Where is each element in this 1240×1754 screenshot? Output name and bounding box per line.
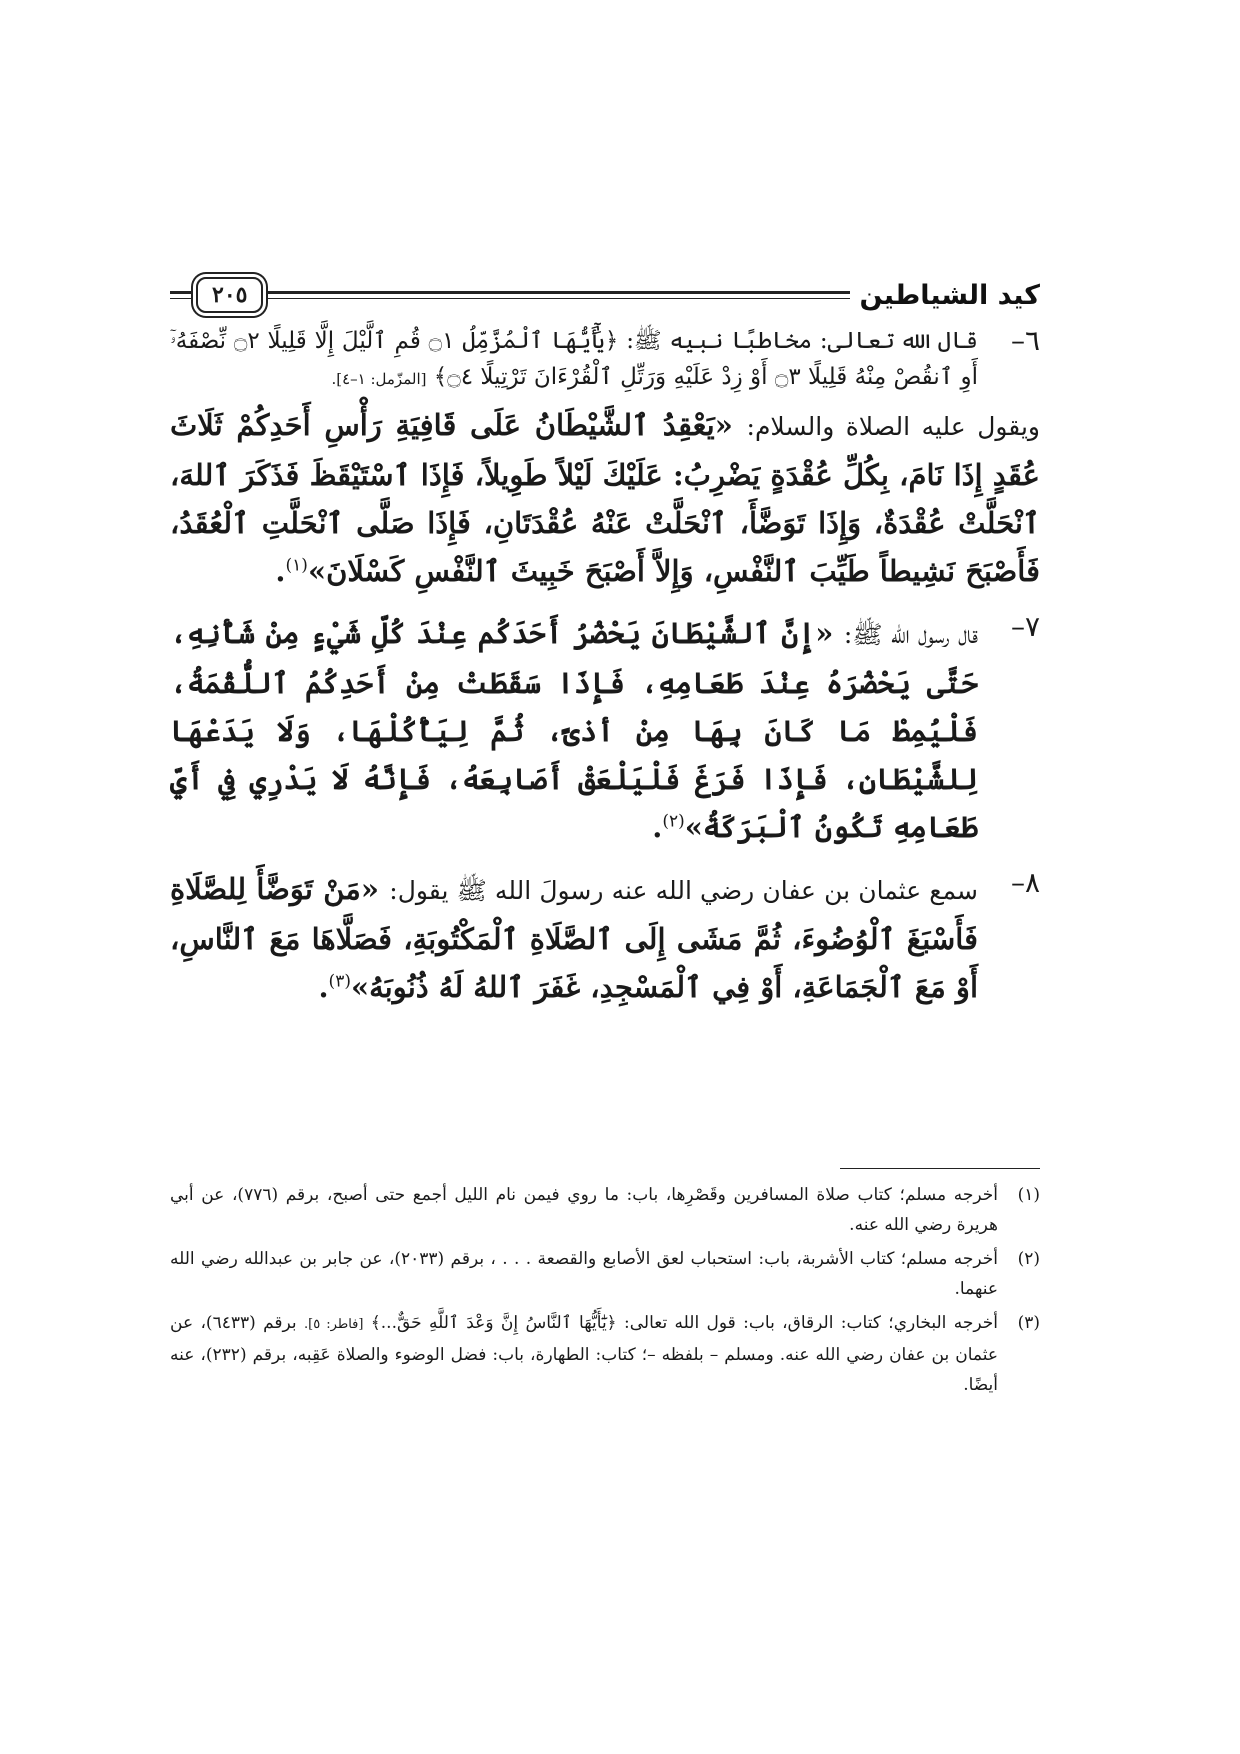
item-7 bbox=[170, 609, 1040, 851]
item-text bbox=[170, 865, 978, 1011]
footnote-number: (١) bbox=[1017, 1185, 1040, 1205]
item-text bbox=[170, 323, 978, 397]
hadith-paragraph bbox=[170, 401, 1040, 595]
hadith-lead: ويقول عليه الصلاة والسلام: bbox=[746, 412, 1040, 441]
item-number: ٦– bbox=[1010, 324, 1040, 357]
sentence-end: . bbox=[652, 810, 663, 844]
verse-reference: [فاطر: ٥]. bbox=[304, 1317, 364, 1332]
hadith-text: «مَنْ تَوَضَّأَ لِلصَّلَاةِ فَأَسْبَغَ ٱلْوُضُوءَ، ثُمَّ مَشَى إِلَى ٱلصَّلَاةِ ٱلْمَكْتُوبَةِ، فَصَلَّاهَا مَعَ ٱلنَّاسِ، أَوْ مَعَ ٱلْجَمَاعَةِ، أَوْ فِي ٱلْمَسْجِدِ، غَفَرَ ٱللهُ لَهُ ذُنُوبَهُ» bbox=[170, 872, 978, 1004]
item-number: ٨– bbox=[1010, 866, 1040, 899]
footnote-2 bbox=[170, 1244, 1040, 1304]
footnote-text: أخرجه مسلم؛ كتاب الأشربة، باب: استحباب لعق الأصابع والقصعة . . . ، برقم (٢٠٣٣)، عن جابر بن عبدالله رضي الله عنهما. bbox=[170, 1249, 998, 1299]
hadith-text: «يَعْقِدُ ٱلشَّيْطَانُ عَلَى قَافِيَةِ رَأْسِ أَحَدِكُمْ ثَلَاثَ عُقَدٍ إِذَا نَامَ، بِكُلِّ عُقْدَةٍ يَضْرِبُ: عَلَيْكَ لَيْلاً طَوِيلاً، فَإِذَا ٱسْتَيْقَظَ فَذَكَرَ ٱللهَ، ٱنْحَلَّتْ عُقْدَةٌ، وَإِذَا تَوَضَّأَ، ٱنْحَلَّتْ عَنْهُ عُقْدَتَانِ، فَإِذَا صَلَّى ٱنْحَلَّتِ ٱلْعُقَدُ، فَأَصْبَحَ نَشِيطاً طَيِّبَ ٱلنَّفْسِ، وَإِلاَّ أَصْبَحَ خَبِيثَ ٱلنَّفْسِ كَسْلَانَ» bbox=[170, 408, 1040, 588]
hadith-text: «إِنَّ ٱلشَّيْطَانَ يَحْضُرُ أَحَدَكُم عِنْدَ كُلِّ شَيْءٍ مِنْ شَأْنِهِ، حَتَّى يَحْضُرَهُ عِنْدَ طَعَامِهِ، فَإِذَا سَقَطَتْ مِنْ أَحَدِكُمُ ٱللُّقْمَةُ، فَلْيُمِطْ مَا كَانَ بِهَا مِنْ أذىً، ثُمَّ لِيَأْكُلْهَا، وَلَا يَدَعْهَا لِلشَّيْطَانِ، فَإِذَا فَرَغَ فَلْيَلْعَقْ أَصَابِعَهُ، فَإِنَّهُ لَا يَدْرِي فِي أَيِّ طَعَامِهِ تَكُونُ ٱلْبَرَكَةُ» bbox=[170, 616, 978, 844]
verse-reference: [المزّمل: ١–٤]. bbox=[331, 370, 427, 388]
footnote-number: (٣) bbox=[1017, 1313, 1040, 1333]
quran-verse: ﴿يَٰٓأَيُّهَا ٱلْمُزَّمِّلُ ۝١ قُمِ ٱلَّيْلَ إِلَّا قَلِيلًا ۝٢ نِّصْفَهُۥٓ أَوِ ٱنقُصْ مِنْهُ قَلِيلًا ۝٣ أَوْ زِدْ عَلَيْهِ وَرَتِّلِ ٱلْقُرْءَانَ تَرْتِيلًا ۝٤﴾ bbox=[170, 328, 978, 390]
header-rule bbox=[267, 291, 849, 299]
page-header bbox=[170, 270, 1040, 320]
page-number: ٢٠٥ bbox=[196, 277, 263, 313]
item-8 bbox=[170, 865, 1040, 1011]
footnote-number: (٢) bbox=[1017, 1249, 1040, 1269]
footnote-text: أخرجه مسلم؛ كتاب صلاة المسافرين وقَصْرِها، باب: ما روي فيمن نام الليل أجمع حتى أصبح، برقم (٧٧٦)، عن أبي هريرة رضي الله عنه. bbox=[170, 1185, 998, 1235]
footnote-text: أخرجه البخاري؛ كتاب: الرقاق، باب: قول الله تعالى: ﴿يَٰٓأَيُّهَا ٱلنَّاسُ إِنَّ وَعْدَ ٱللَّهِ حَقٌّ...﴾ bbox=[370, 1313, 998, 1333]
hadith-lead: سمع عثمان بن عفان رضي الله عنه رسولَ الله ﷺ يقول: bbox=[389, 876, 978, 905]
footnote-text-continued: برقم (٦٤٣٣)، عن عثمان بن عفان رضي الله عنه. ومسلم – بلفظه –؛ كتاب: الطهارة، باب: فضل الوضوء والصلاة عَقِبه، برقم (٢٣٢)، عنه أيضًا. bbox=[170, 1313, 998, 1395]
item-text bbox=[170, 609, 978, 851]
footnote-mark: (١) bbox=[285, 555, 308, 576]
sentence-end: . bbox=[318, 970, 329, 1004]
sentence-end: . bbox=[275, 554, 286, 588]
item-intro: قال الله تعالى: مخاطبًا نبيه ﷺ: bbox=[626, 328, 979, 354]
page-body bbox=[170, 323, 1040, 1011]
header-rule-end bbox=[170, 291, 192, 299]
footnotes bbox=[170, 1180, 1040, 1404]
footnote-3 bbox=[170, 1308, 1040, 1400]
running-title: كيد الشياطين bbox=[859, 279, 1040, 311]
footnote-mark: (٢) bbox=[662, 811, 685, 832]
item-6 bbox=[170, 323, 1040, 397]
footnote-1 bbox=[170, 1180, 1040, 1240]
hadith-lead: قال رسول الله ﷺ: bbox=[843, 620, 978, 649]
item-number: ٧– bbox=[1010, 610, 1040, 643]
footnote-separator bbox=[840, 1168, 1040, 1169]
footnote-mark: (٣) bbox=[328, 971, 351, 992]
